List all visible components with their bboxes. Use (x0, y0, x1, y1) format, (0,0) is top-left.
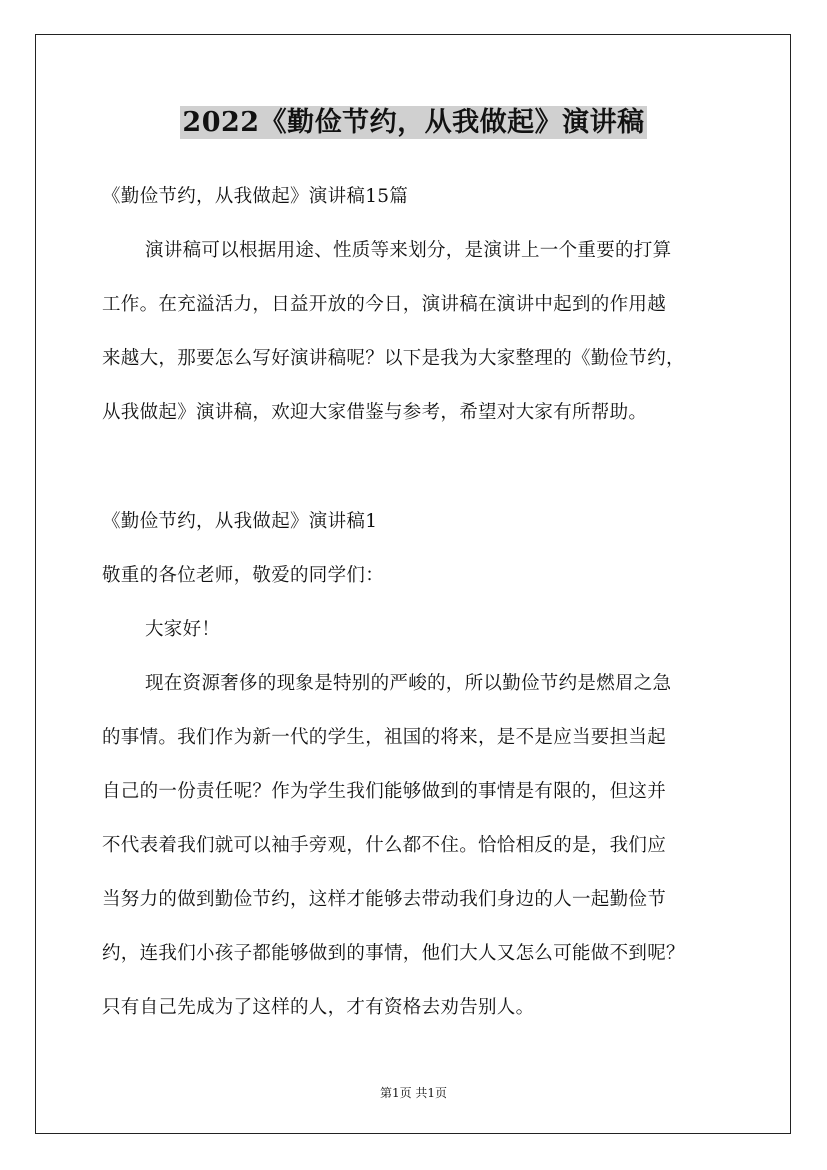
greeting: 大家好！ (145, 619, 221, 640)
page-footer: 第1页 共1页 (379, 1086, 448, 1100)
intro-line: 工作。在充溢活力，日益开放的今日，演讲稿在演讲中起到的作用越 (102, 294, 667, 315)
intro-line: 从我做起》演讲稿，欢迎大家借鉴与参考，希望对大家有所帮助。 (102, 402, 648, 423)
body-line: 不代表着我们就可以袖手旁观，什么都不住。恰恰相反的是，我们应 (102, 835, 667, 856)
salutation: 敬重的各位老师，敬爱的同学们： (102, 565, 385, 586)
intro-line: 来越大，那要怎么写好演讲稿呢？以下是我为大家整理的《勤俭节约， (102, 348, 685, 369)
body-line: 当努力的做到勤俭节约，这样才能够去带动我们身边的人一起勤俭节 (102, 889, 667, 910)
body-line: 现在资源奢侈的现象是特别的严峻的，所以勤俭节约是燃眉之急 (145, 673, 672, 694)
subtitle: 《勤俭节约，从我做起》演讲稿15篇 (102, 186, 409, 207)
body-line: 自己的一份责任呢？作为学生我们能够做到的事情是有限的，但这并 (102, 781, 667, 802)
section-heading: 《勤俭节约，从我做起》演讲稿1 (102, 511, 378, 532)
body-line: 的事情。我们作为新一代的学生，祖国的将来，是不是应当要担当起 (102, 727, 667, 748)
intro-line: 演讲稿可以根据用途、性质等来划分，是演讲上一个重要的打算 (145, 240, 672, 261)
title-text: 2022《勤俭节约，从我做起》演讲稿 (182, 107, 645, 138)
body-line: 约，连我们小孩子都能够做到的事情，他们大人又怎么可能做不到呢？ (102, 943, 685, 964)
document-title (0, 100, 827, 139)
body-line: 只有自己先成为了这样的人，才有资格去劝告别人。 (102, 997, 535, 1018)
